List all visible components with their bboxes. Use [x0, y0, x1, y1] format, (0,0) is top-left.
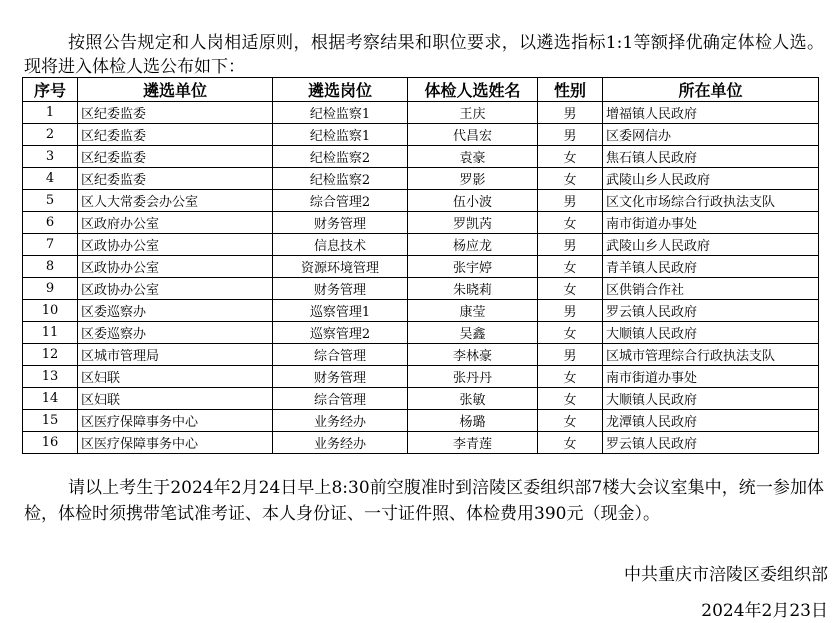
cell-gender: 男: [538, 124, 603, 146]
cell-gender: 男: [538, 102, 603, 124]
cell-unit: 区纪委监委: [78, 168, 273, 190]
cell-gender: 女: [538, 256, 603, 278]
cell-employer: 区供销合作社: [603, 278, 819, 300]
cell-employer: 罗云镇人民政府: [603, 432, 819, 454]
cell-unit: 区医疗保障事务中心: [78, 432, 273, 454]
cell-seq: 14: [23, 388, 78, 410]
cell-unit: 区城市管理局: [78, 344, 273, 366]
table-row: [23, 322, 819, 344]
table-row: [23, 278, 819, 300]
cell-name: 吴鑫: [408, 322, 538, 344]
cell-seq: 12: [23, 344, 78, 366]
cell-gender: 女: [538, 322, 603, 344]
cell-employer: 区文化市场综合行政执法支队: [603, 190, 819, 212]
cell-unit: 区委巡察办: [78, 322, 273, 344]
cell-gender: 男: [538, 234, 603, 256]
cell-name: 张宇婷: [408, 256, 538, 278]
cell-employer: 区委网信办: [603, 124, 819, 146]
cell-seq: 11: [23, 322, 78, 344]
table-row: [23, 388, 819, 410]
cell-position: 财务管理: [273, 212, 408, 234]
cell-gender: 男: [538, 190, 603, 212]
cell-gender: 女: [538, 278, 603, 300]
cell-employer: 大顺镇人民政府: [603, 388, 819, 410]
cell-name: 王庆: [408, 102, 538, 124]
cell-unit: 区政府办公室: [78, 212, 273, 234]
header-unit: 遴选单位: [78, 78, 273, 102]
cell-employer: 焦石镇人民政府: [603, 146, 819, 168]
table-row: [23, 300, 819, 322]
cell-name: 代昌宏: [408, 124, 538, 146]
cell-name: 李青莲: [408, 432, 538, 454]
intro-paragraph: 按照公告规定和人岗相适原则，根据考察结果和职位要求，以遴选指标1:1等额择优确定体检人选。现将进入体检人选公布如下：: [24, 33, 824, 77]
table-row: [23, 432, 819, 454]
table-row: [23, 190, 819, 212]
cell-position: 综合管理: [273, 388, 408, 410]
cell-position: 财务管理: [273, 278, 408, 300]
table-row: [23, 102, 819, 124]
cell-employer: 南市街道办事处: [603, 212, 819, 234]
cell-seq: 10: [23, 300, 78, 322]
header-name: 体检人选姓名: [408, 78, 538, 102]
cell-position: 纪检监察2: [273, 146, 408, 168]
cell-seq: 9: [23, 278, 78, 300]
cell-name: 罗影: [408, 168, 538, 190]
cell-position: 信息技术: [273, 234, 408, 256]
cell-name: 张丹丹: [408, 366, 538, 388]
cell-gender: 女: [538, 366, 603, 388]
cell-employer: 区城市管理综合行政执法支队: [603, 344, 819, 366]
header-seq: 序号: [23, 78, 78, 102]
cell-position: 纪检监察1: [273, 102, 408, 124]
cell-seq: 16: [23, 432, 78, 454]
cell-seq: 7: [23, 234, 78, 256]
cell-unit: 区政协办公室: [78, 256, 273, 278]
header-employer: 所在单位: [603, 78, 819, 102]
header-position: 遴选岗位: [273, 78, 408, 102]
table-header-row: [23, 78, 819, 102]
cell-name: 杨应龙: [408, 234, 538, 256]
cell-unit: 区妇联: [78, 388, 273, 410]
cell-unit: 区委巡察办: [78, 300, 273, 322]
cell-employer: 青羊镇人民政府: [603, 256, 819, 278]
cell-unit: 区纪委监委: [78, 146, 273, 168]
cell-name: 伍小波: [408, 190, 538, 212]
cell-unit: 区纪委监委: [78, 124, 273, 146]
cell-unit: 区人大常委会办公室: [78, 190, 273, 212]
header-gender: 性别: [538, 78, 603, 102]
table-row: [23, 344, 819, 366]
cell-name: 张敏: [408, 388, 538, 410]
cell-employer: 增福镇人民政府: [603, 102, 819, 124]
cell-seq: 4: [23, 168, 78, 190]
cell-employer: 南市街道办事处: [603, 366, 819, 388]
cell-name: 康莹: [408, 300, 538, 322]
cell-employer: 罗云镇人民政府: [603, 300, 819, 322]
cell-gender: 女: [538, 168, 603, 190]
cell-unit: 区医疗保障事务中心: [78, 410, 273, 432]
cell-position: 综合管理2: [273, 190, 408, 212]
cell-seq: 3: [23, 146, 78, 168]
cell-seq: 5: [23, 190, 78, 212]
cell-unit: 区政协办公室: [78, 234, 273, 256]
cell-employer: 武陵山乡人民政府: [603, 234, 819, 256]
cell-seq: 13: [23, 366, 78, 388]
table-row: [23, 366, 819, 388]
cell-position: 资源环境管理: [273, 256, 408, 278]
cell-name: 杨璐: [408, 410, 538, 432]
cell-position: 巡察管理2: [273, 322, 408, 344]
cell-employer: 大顺镇人民政府: [603, 322, 819, 344]
cell-gender: 男: [538, 300, 603, 322]
table-row: [23, 256, 819, 278]
cell-name: 罗凯芮: [408, 212, 538, 234]
cell-seq: 6: [23, 212, 78, 234]
cell-unit: 区纪委监委: [78, 102, 273, 124]
table-body: [23, 102, 819, 454]
candidate-table: [22, 77, 819, 454]
cell-gender: 女: [538, 388, 603, 410]
cell-seq: 15: [23, 410, 78, 432]
table-row: [23, 410, 819, 432]
cell-name: 袁豪: [408, 146, 538, 168]
cell-gender: 女: [538, 212, 603, 234]
cell-seq: 1: [23, 102, 78, 124]
cell-gender: 女: [538, 146, 603, 168]
table-row: [23, 234, 819, 256]
cell-unit: 区妇联: [78, 366, 273, 388]
cell-employer: 龙潭镇人民政府: [603, 410, 819, 432]
cell-gender: 女: [538, 410, 603, 432]
cell-position: 财务管理: [273, 366, 408, 388]
cell-name: 朱晓莉: [408, 278, 538, 300]
cell-gender: 女: [538, 432, 603, 454]
table-row: [23, 212, 819, 234]
cell-seq: 2: [23, 124, 78, 146]
cell-unit: 区政协办公室: [78, 278, 273, 300]
signature: 中共重庆市涪陵区委组织部: [624, 565, 828, 585]
cell-employer: 武陵山乡人民政府: [603, 168, 819, 190]
cell-position: 业务经办: [273, 410, 408, 432]
cell-name: 李林豪: [408, 344, 538, 366]
cell-position: 纪检监察2: [273, 168, 408, 190]
cell-position: 综合管理: [273, 344, 408, 366]
table-row: [23, 124, 819, 146]
notice-paragraph: 请以上考生于2024年2月24日早上8:30前空腹准时到涪陵区委组织部7楼大会议室集中，统一参加体检，体检时须携带笔试准考证、本人身份证、一寸证件照、体检费用390元（现金）。: [24, 478, 824, 524]
cell-seq: 8: [23, 256, 78, 278]
cell-position: 巡察管理1: [273, 300, 408, 322]
cell-position: 业务经办: [273, 432, 408, 454]
cell-position: 纪检监察1: [273, 124, 408, 146]
cell-gender: 男: [538, 344, 603, 366]
table-row: [23, 146, 819, 168]
table-row: [23, 168, 819, 190]
date: 2024年2月23日: [701, 601, 828, 621]
